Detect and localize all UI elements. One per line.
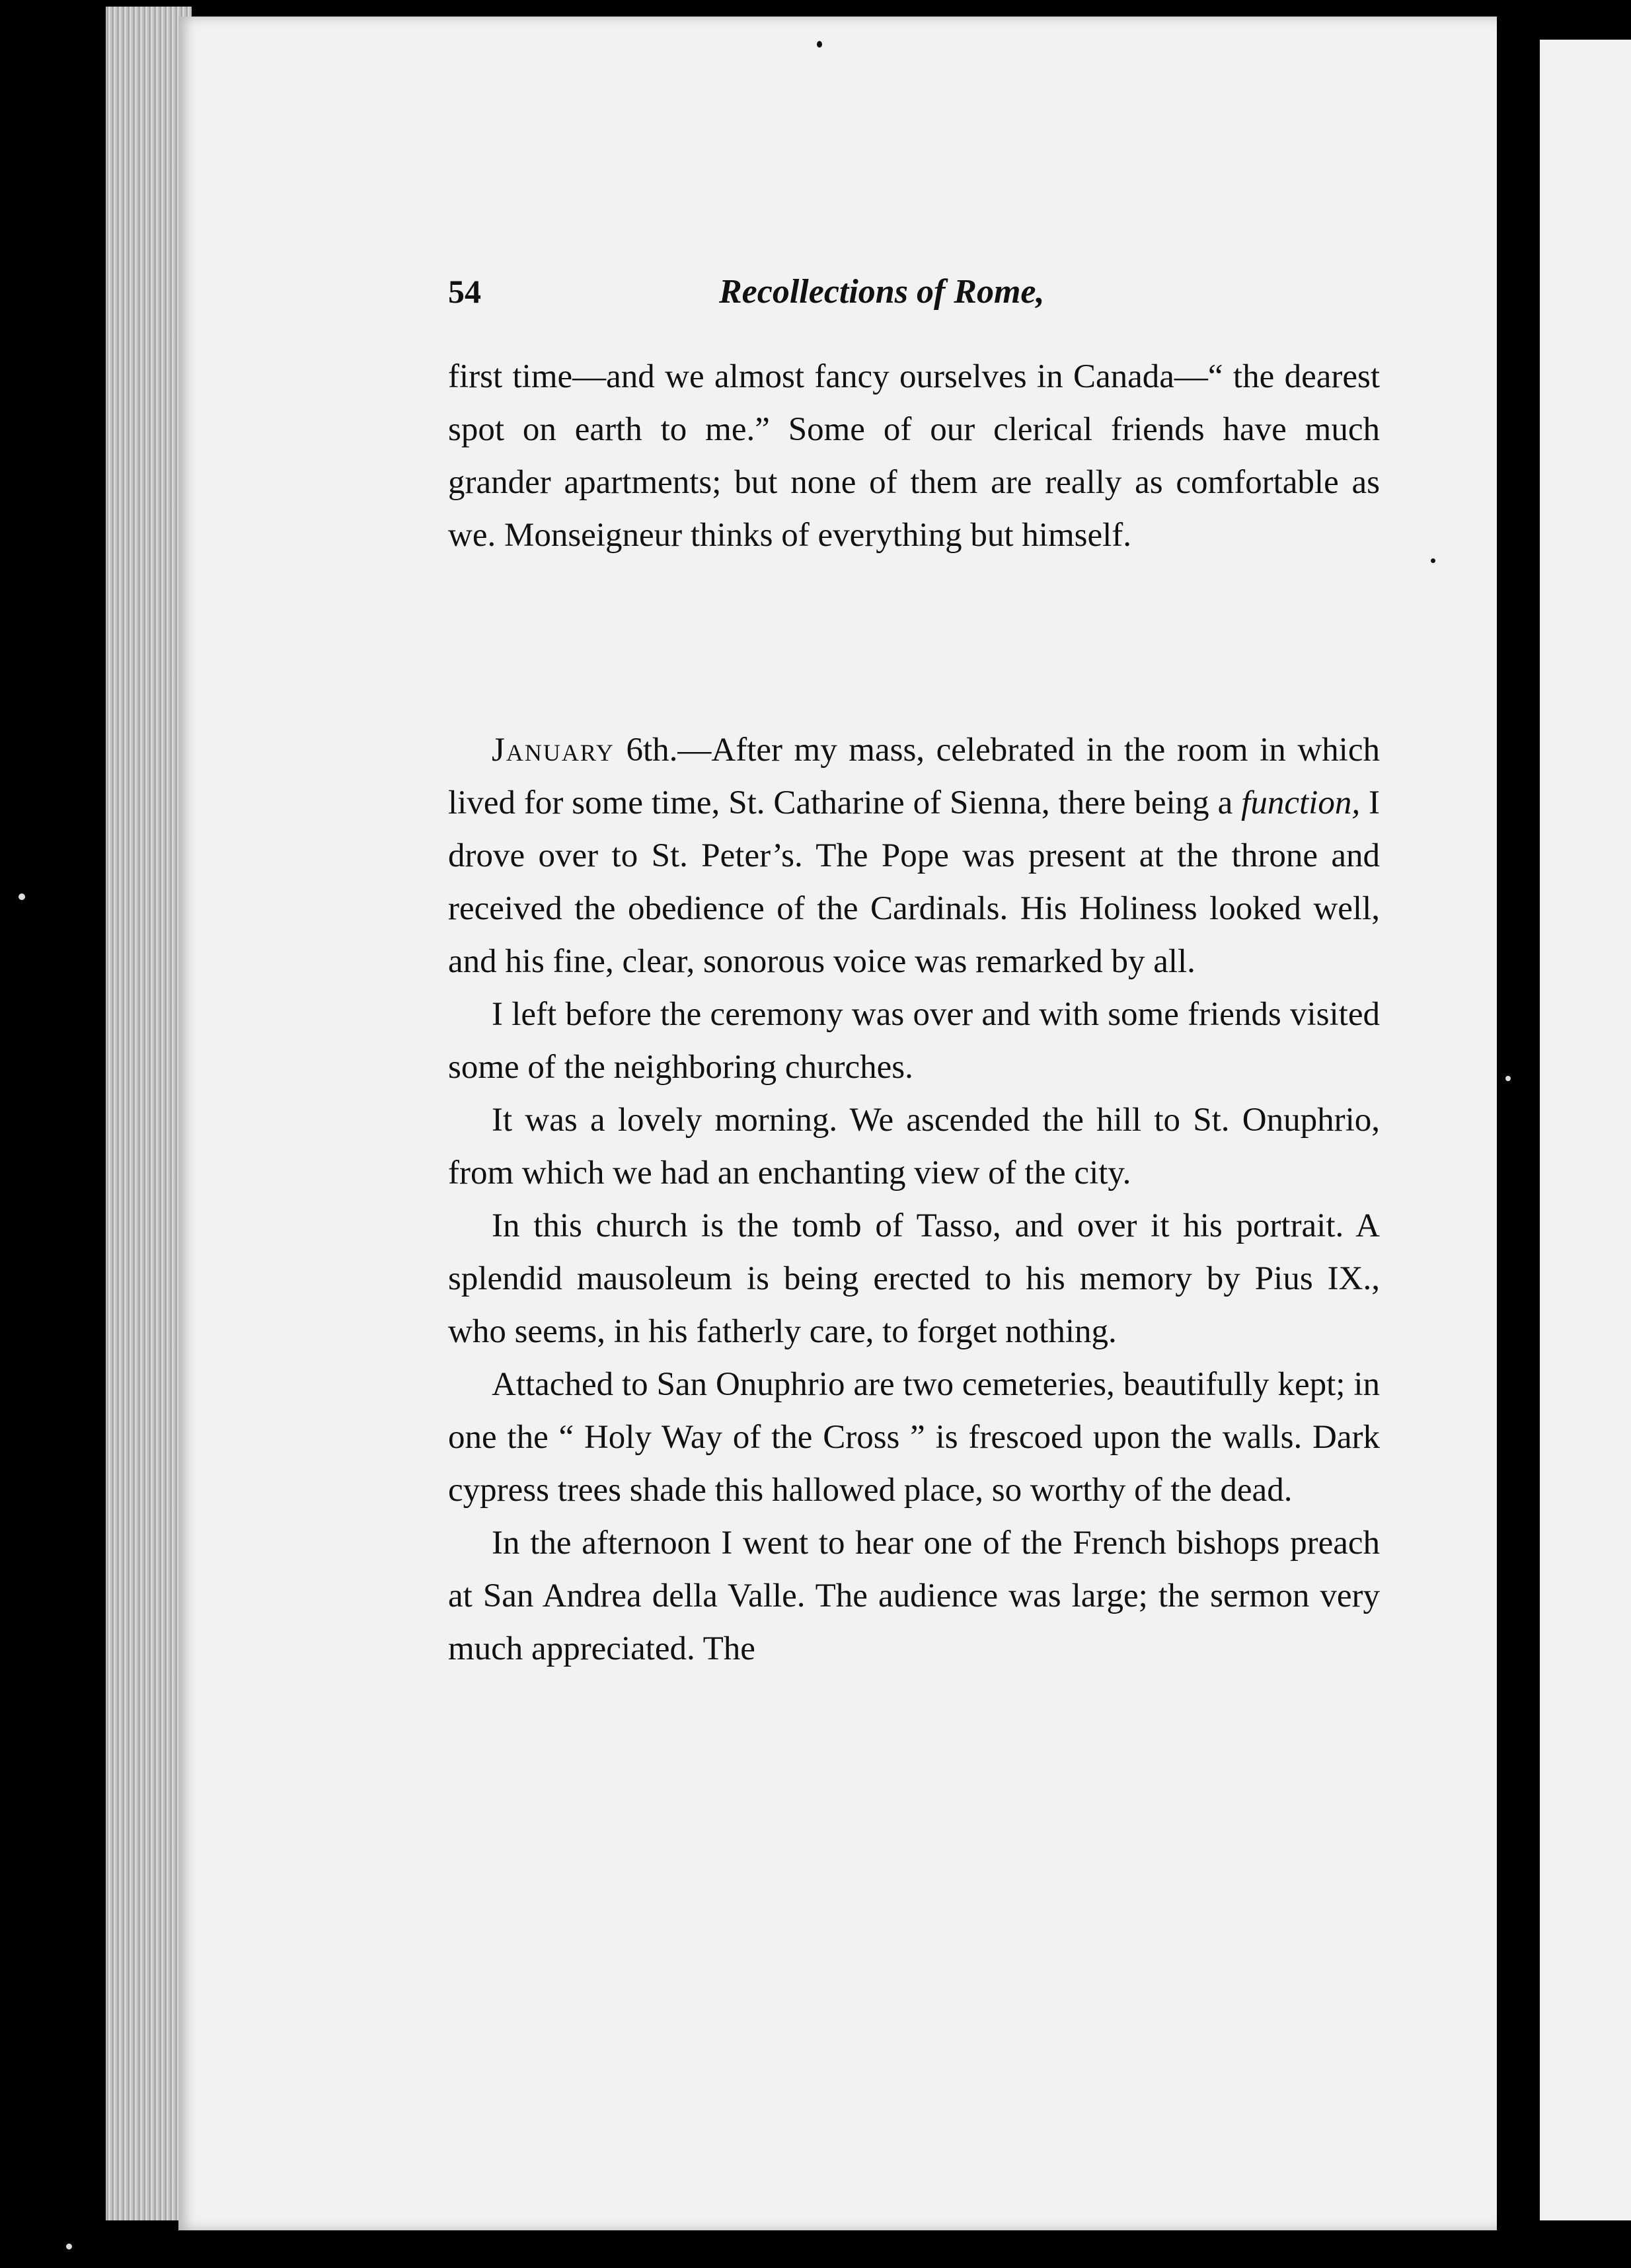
italic-word: function, (1241, 784, 1361, 821)
paragraph-text: 6th.—After my mass, celebrated in the room in which lived for some time, St. Catharine of Sienna, there being a (448, 732, 1380, 821)
paragraph: Attached to San Onuphrio are two cemeteries, beautifully kept; in one the “ Holy Way of the Cross ” is frescoed upon the walls. Dark cypress trees shade this hallowed place, so worthy of the dead. (448, 1366, 1380, 1509)
body-text (448, 350, 1380, 1675)
scan-speck (19, 893, 25, 900)
page-gutter-shadow (1497, 0, 1543, 2268)
paragraph-continuation: first time—and we almost fancy ourselves in Canada—“ the dearest spot on earth to me.” Some of our clerical friends have much grander apartments; but none of them are really as comfortable as we. Monseigneur thinks of everything but himself. (448, 358, 1380, 554)
running-title: Recollections of Rome, (719, 273, 1045, 311)
date-lead: January (492, 732, 615, 769)
scan-speck (66, 2244, 72, 2249)
paragraph: In this church is the tomb of Tasso, and over it his portrait. A splendid mausoleum is being erected to his memory by Pius IX., who seems, in his fatherly care, to forget nothing. (448, 1207, 1380, 1350)
page-header (448, 272, 1386, 319)
page-number: 54 (448, 273, 481, 310)
scan-speck (1505, 1076, 1511, 1081)
paragraph: In the afternoon I went to hear one of the French bishops preach at San Andrea della Valle. The audience was large; the sermon very much appreciated. The (448, 1525, 1380, 1667)
paragraph-text-tail: I drove over to St. Peter’s. The Pope was present at the throne and received the obedience of the Cardinals. His Holiness looked well, and his fine, clear, sonorous voice was remarked by all. (448, 784, 1380, 980)
scan-speck (817, 41, 822, 48)
paragraph-january-entry (448, 724, 1380, 988)
section-gap (448, 562, 1380, 724)
scan-speck (1431, 558, 1435, 563)
paragraph: It was a lovely morning. We ascended the hill to St. Onuphrio, from which we had an enchanting view of the city. (448, 1102, 1380, 1191)
paragraph: I left before the ceremony was over and with some friends visited some of the neighboring churches. (448, 996, 1380, 1086)
facing-page-edge (1540, 40, 1631, 2220)
